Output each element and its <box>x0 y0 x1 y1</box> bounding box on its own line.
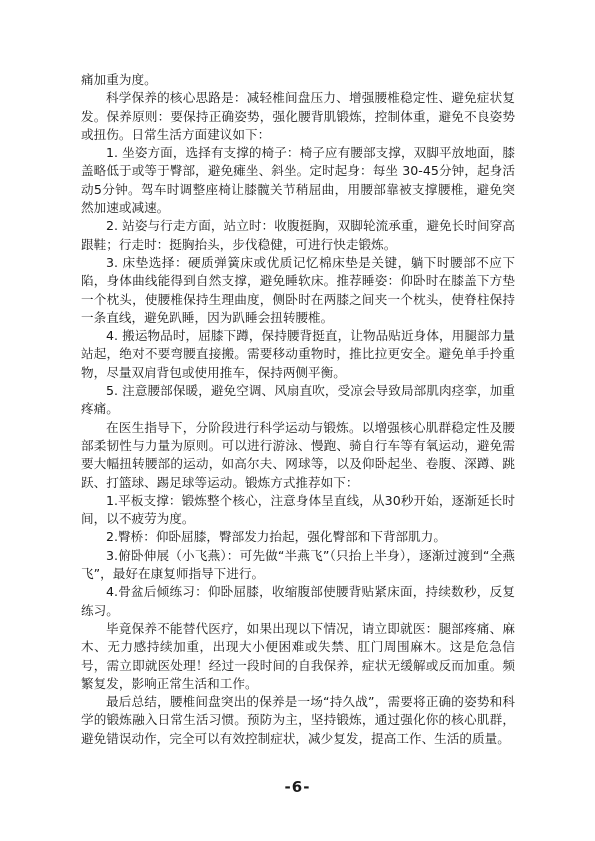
list-item-sitting: 1. 坐姿方面，选择有支撑的椅子：椅子应有腰部支撑，双脚平放地面，膝盖略低于或等于臀部，避免瘫坐、斜坐。定时起身：每坐 30-45分钟，起身活动5分钟。驾车时调整座椅让膝髋关节稍屈曲，用腰部靠被支撑腰椎，避免突然加速或减速。 <box>81 145 515 216</box>
page-number: -6- <box>284 778 311 796</box>
list-item-bridge: 2.臀桥：仰卧屈膝，臀部发力抬起，强化臀部和下背部肌力。 <box>106 529 447 545</box>
paragraph-exercise: 在医生指导下，分阶段进行科学运动与锻炼。以增强核心肌群稳定性及腰部柔韧性与力量为原则。可以进行游泳、慢跑、骑自行车等有氧运动，避免需要大幅扭转腰部的运动，如高尔夫、网球等，以及仰卧起坐、卷腹、深蹲、跳跃、打篮球、踢足球等运动。锻炼方式推荐如下： <box>81 419 515 490</box>
paragraph-continuation: 痛加重为度。 <box>81 72 157 87</box>
list-item-mattress: 3. 床垫选择：硬质弹簧床或优质记忆棉床垫是关键，躺下时腰部不应下陷，身体曲线能得到自然支撑，避免睡软床。推荐睡姿：仰卧时在膝盖下方垫一个枕头，使腰椎保持生理曲度，侧卧时在两膝之间夹一个枕头，使脊柱保持一条直线，避免趴睡，因为趴睡会扭转腰椎。 <box>81 254 515 325</box>
list-item-superman: 3.俯卧伸展（小飞燕）：可先做“半燕飞”（只抬上半身），逐渐过渡到“全燕飞”，最好在康复师指导下进行。 <box>81 547 515 582</box>
list-item-lifting: 4. 搬运物品时，屈膝下蹲，保持腰背挺直，让物品贴近身体，用腿部力量站起，绝对不要弯腰直接搬。需要移动重物时，推比拉更安全。避免单手拎重物，尽量双肩背包或使用推车，保持两侧平衡。 <box>81 328 515 380</box>
paragraph-warning: 毕竟保养不能替代医疗，如果出现以下情况，请立即就医：腿部疼痛、麻木、无力感持续加重，出现大小便困难或失禁、肛门周围麻木。这是危急信号，需立即就医处理！经过一段时间的自我保养，症状无缓解或反而加重。频繁复发，影响正常生活和工作。 <box>81 620 515 691</box>
list-item-pelvic-tilt: 4.骨盆后倾练习：仰卧屈膝，收缩腹部使腰背贴紧床面，持续数秒，反复练习。 <box>81 584 515 618</box>
list-item-warmth: 5. 注意腰部保暖，避免空调、风扇直吹，受凉会导致局部肌肉痉挛，加重疼痛。 <box>81 383 515 417</box>
document-body <box>81 71 515 748</box>
paragraph-core-principle: 科学保养的核心思路是：减轻椎间盘压力、增强腰椎稳定性、避免症状复发。保养原则：要保持正确姿势，强化腰背肌锻炼，控制体重，避免不良姿势或扭伤。日常生活方面建议如下： <box>81 90 515 142</box>
list-item-plank: 1.平板支撑：锻炼整个核心，注意身体呈直线，从30秒开始，逐渐延长时间，以不疲劳为度。 <box>81 492 515 527</box>
paragraph-summary: 最后总结，腰椎间盘突出的保养是一场“持久战”，需要将正确的姿势和科学的锻炼融入日常生活习惯。预防为主，坚持锻炼，通过强化你的核心肌群，避免错误动作，完全可以有效控制症状，减少复发，提高工作、生活的质量。 <box>81 694 515 746</box>
list-item-standing: 2. 站姿与行走方面，站立时：收腹挺胸，双脚轮流承重，避免长时间穿高跟鞋；行走时：挺胸抬头，步伐稳健，可进行快走锻炼。 <box>81 218 515 252</box>
